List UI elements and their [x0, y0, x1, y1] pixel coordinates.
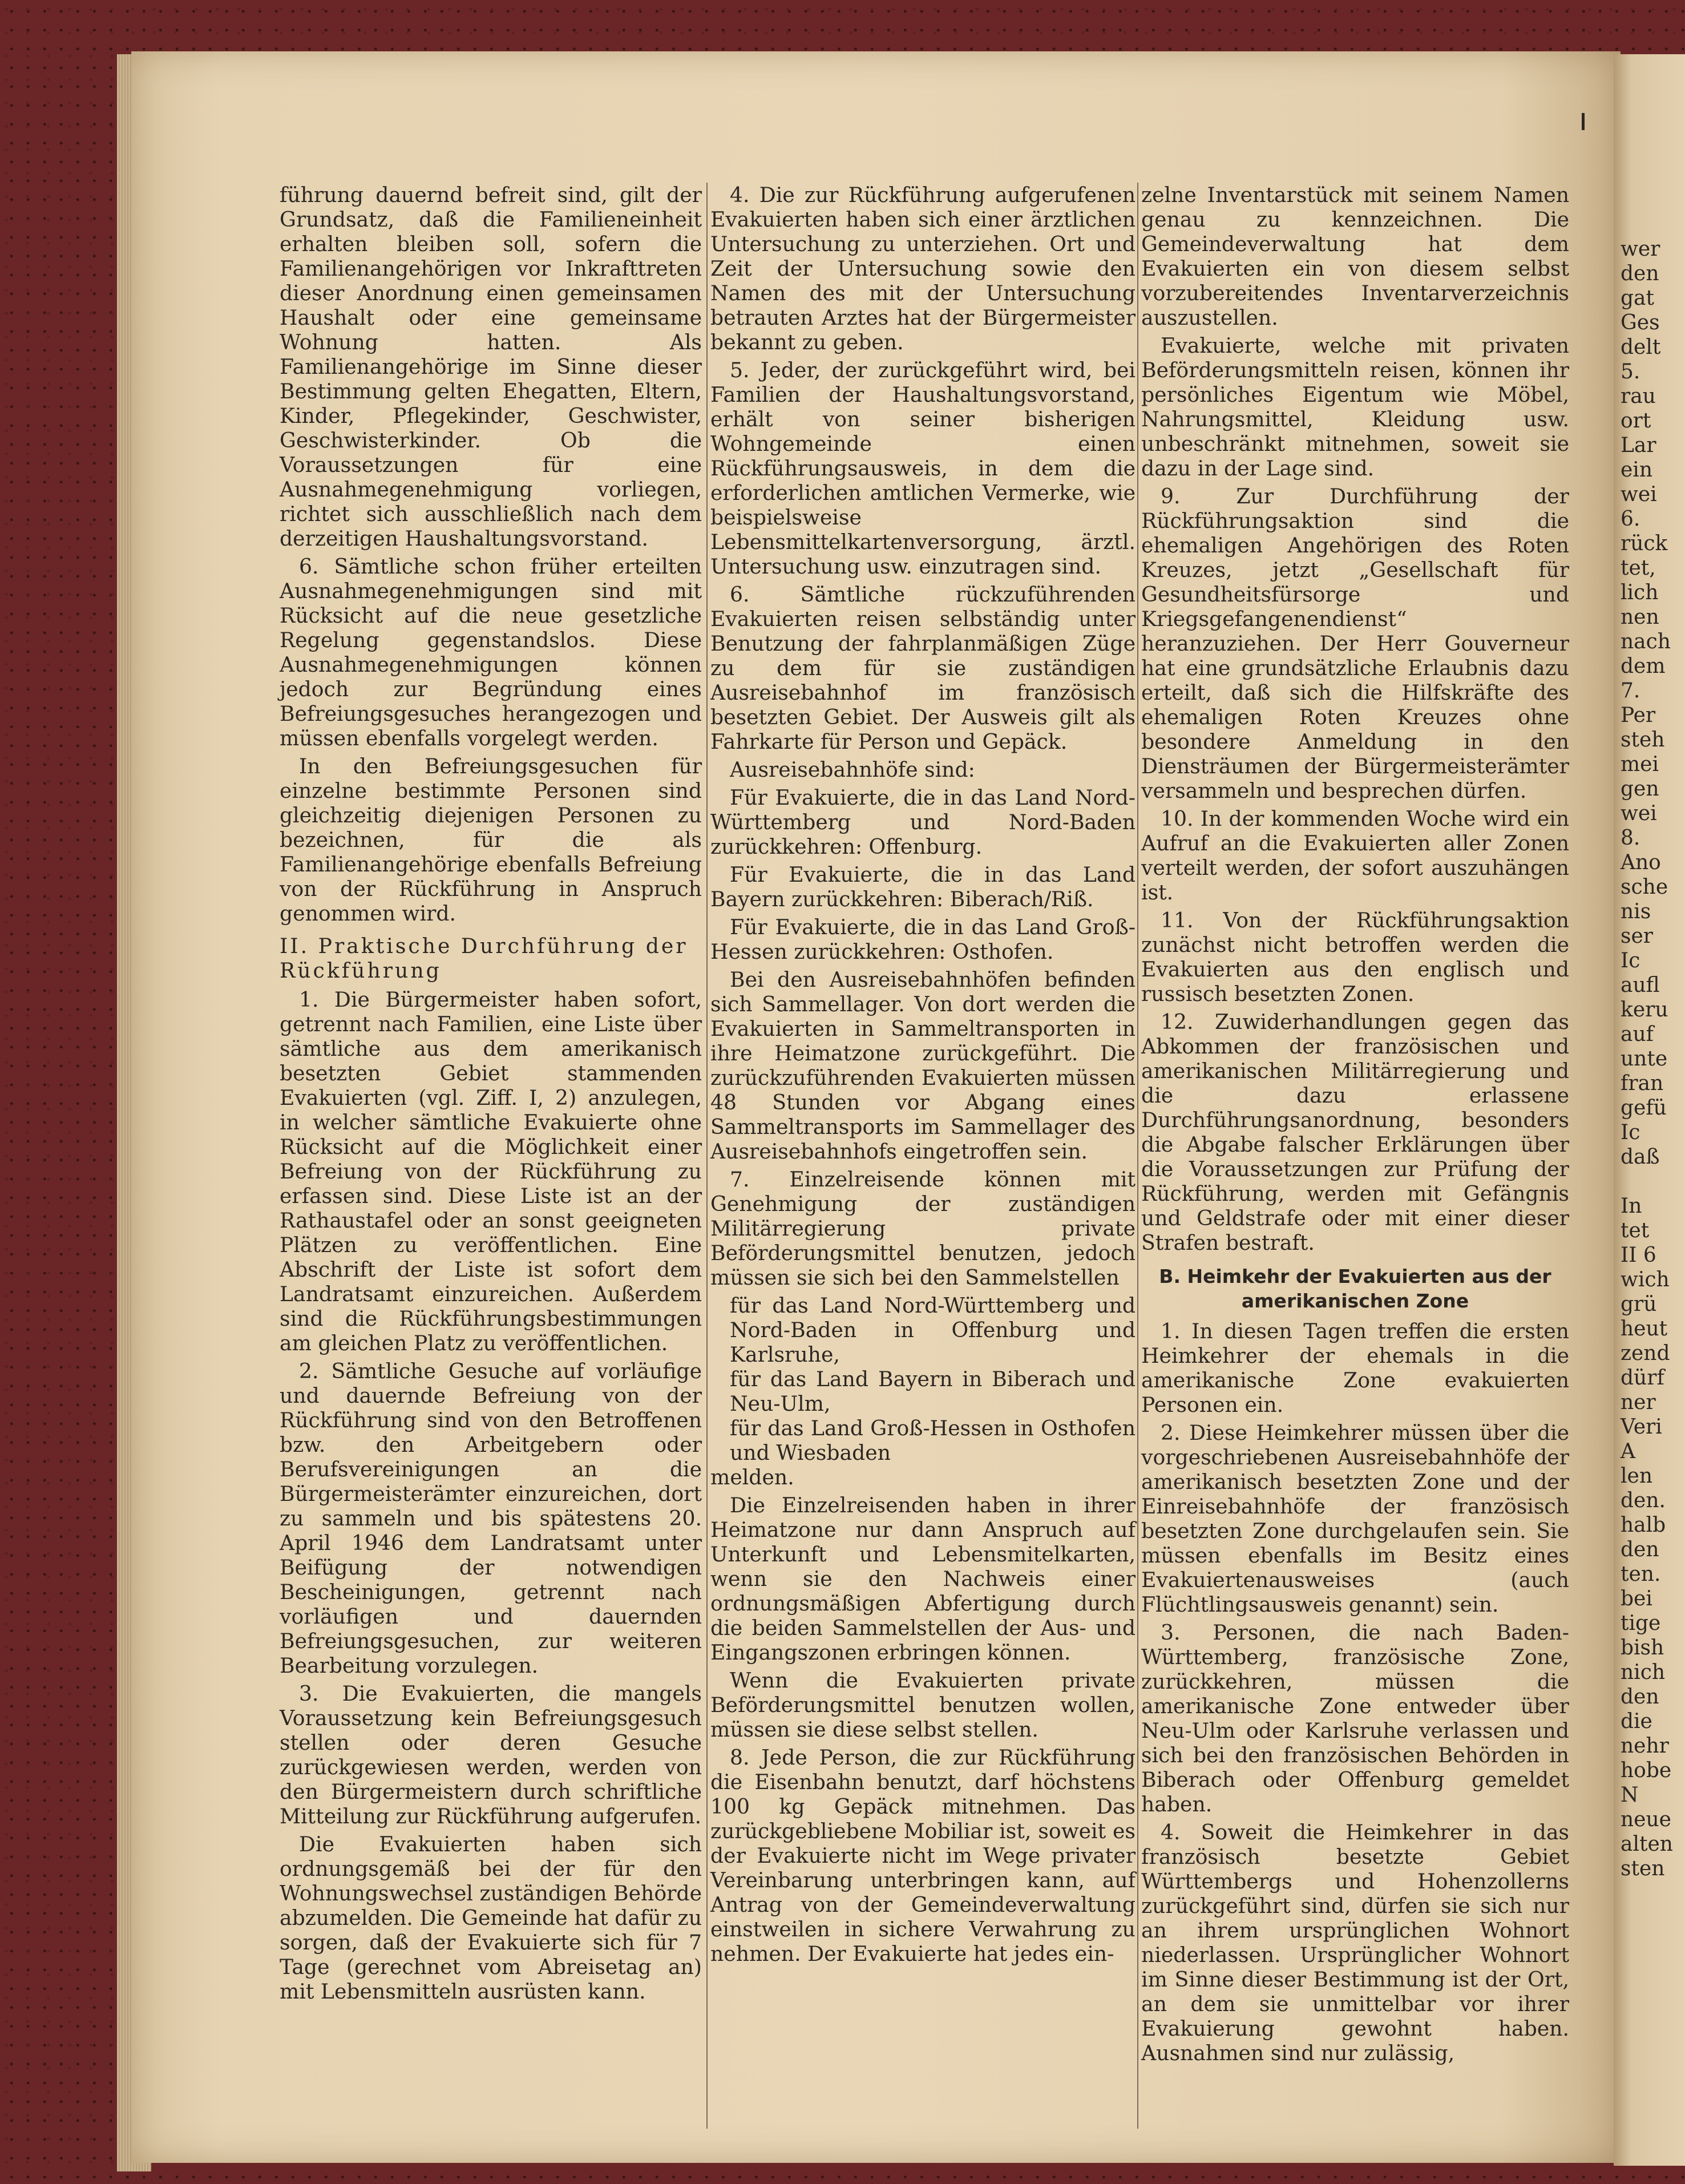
- facing-page-line: N: [1621, 1783, 1639, 1807]
- facing-page-line: Lar: [1621, 434, 1656, 457]
- facing-page-line: bish: [1621, 1636, 1664, 1660]
- facing-page-line: rück: [1621, 532, 1668, 555]
- facing-page-lines: [1621, 237, 1673, 1881]
- section-heading: B. Heimkehr der Evakuierten aus der amerikanischen Zone: [1159, 1265, 1551, 1312]
- facing-page-line: len: [1621, 1464, 1653, 1488]
- facing-page-line: daß: [1621, 1145, 1660, 1169]
- paragraph: Ausreisebahnhöfe sind:: [730, 757, 975, 782]
- facing-page-line: ner: [1621, 1391, 1656, 1414]
- text-column-3: [1141, 183, 1569, 2069]
- facing-page-line: Ano: [1621, 851, 1661, 874]
- list-item: für das Land Groß-Hessen in Osthofen und Wiesbaden: [730, 1416, 1136, 1465]
- paragraph: zelne Inventarstück mit seinem Namen genau zu kennzeichnen. Die Gemeindeverwaltung hat dem Evakuierten ein von diesem selbst vorzubereitendes Inventarverzeichnis auszustellen.: [1141, 183, 1569, 330]
- paragraph: 4. Die zur Rückführung aufgerufenen Evakuierten haben sich einer ärztlichen Untersuchung zu unterziehen. Ort und Zeit der Untersuchung sowie den Namen des mit der Untersuchung betrauten Arztes hat der Bürgermeister bekannt zu geben.: [710, 183, 1136, 354]
- facing-page-line: Ic: [1621, 1121, 1640, 1144]
- facing-page-line: sten: [1621, 1857, 1665, 1880]
- paragraph: Die Einzelreisenden haben in ihrer Heimatzone nur dann Anspruch auf Unterkunft und Lebensmitelkarten, wenn sie den Nachweis einer ordnungsmäßigen Abfertigung durch die beiden Sammelstellen der Aus- und Eingangszonen erbringen können.: [710, 1493, 1136, 1665]
- text-column-2: [710, 183, 1136, 1969]
- facing-page-line: bei: [1621, 1587, 1652, 1610]
- column-rule-2: [1137, 183, 1138, 2129]
- paragraph: 3. Die Evakuierten, die mangels Voraussetzung kein Befreiungsgesuch stellen oder deren Gesuche zurückgewiesen werden, werden von den Bürgermeistern durch schriftliche Mitteilung zur Rückführung aufgerufen.: [280, 1681, 702, 1828]
- facing-page-line: grü: [1621, 1293, 1657, 1316]
- facing-page-line: 7.: [1621, 679, 1640, 703]
- facing-page-line: wei: [1621, 483, 1657, 506]
- facing-page-line: nach: [1621, 630, 1671, 653]
- paragraph: 6. Sämtliche rückzuführenden Evakuierten reisen selbständig unter Benutzung der fahrplanmäßigen Züge zu dem für sie zuständigen Ausreisebahnhof im französisch besetzten Gebiet. Der Ausweis gilt als Fahrkarte für Person und Gepäck.: [710, 582, 1136, 754]
- facing-page-line: wei: [1621, 802, 1657, 825]
- paragraph: Wenn die Evakuierten private Beförderungsmittel benutzen wollen, müssen sie diese selbst stellen.: [710, 1668, 1136, 1742]
- facing-page-line: fran: [1621, 1072, 1664, 1095]
- facing-page-line: nehr: [1621, 1734, 1669, 1758]
- paragraph: Für Evakuierte, die in das Land Groß-Hessen zurückkehren: Osthofen.: [710, 915, 1136, 964]
- section-heading: II. Praktische Durchführung der Rückführung: [280, 934, 688, 983]
- facing-page-line: den: [1621, 1538, 1659, 1561]
- facing-page-line: ort: [1621, 409, 1651, 433]
- facing-page-line: tige: [1621, 1612, 1661, 1635]
- facing-page-line: gen: [1621, 777, 1659, 801]
- facing-page-line: tet,: [1621, 556, 1656, 580]
- facing-page-line: [1621, 1169, 1673, 1194]
- paragraph: Die Evakuierten haben sich ordnungsgemäß bei der für den Wohnungswechsel zuständigen Behörde abzumelden. Die Gemeinde hat dafür zu sorgen, daß der Evakuierte sich für 7 Tage (gerechnet vom Abreisetag an) mit Lebensmitteln ausrüsten kann.: [280, 1832, 702, 2004]
- facing-page-line: den: [1621, 1685, 1659, 1709]
- facing-page-line: auf: [1621, 1023, 1654, 1046]
- facing-page-line: 5.: [1621, 360, 1640, 383]
- facing-page-line: gat: [1621, 286, 1654, 310]
- facing-page-line: ser: [1621, 925, 1653, 948]
- facing-page-fragment: [1614, 54, 1685, 2166]
- facing-page-line: Ges: [1621, 311, 1660, 334]
- paragraph: 12. Zuwiderhandlungen gegen das Abkommen der französischen und amerikanischen Militärregierung und die dazu erlassene Durchführungsanordnung, besonders die Abgabe falscher Erklärungen über die Voraussetzungen zur Prüfung der Rückführung, werden mit Gefängnis und Geldstrafe oder mit einer dieser Strafen bestraft.: [1141, 1010, 1569, 1255]
- facing-page-line: neue: [1621, 1808, 1671, 1831]
- paragraph: 9. Zur Durchführung der Rückführungsaktion sind die ehemaligen Angehörigen des Roten Kreuzes, jetzt „Gesellschaft für Gesundheitsfürsorge und Kriegsgefangenendienst“ heranzuziehen. Der Herr Gouverneur hat eine grundsätzliche Erlaubnis dazu erteilt, daß sich die Hilfskräfte des ehemaligen Roten Kreuzes ohne besondere Anmeldung in den Diensträumen der Bürgermeisterämter versammeln und besprechen dürfen.: [1141, 484, 1569, 803]
- paragraph: 2. Sämtliche Gesuche auf vorläufige und dauernde Befreiung von der Rückführung sind von den Betroffenen bzw. den Arbeitgebern oder Berufsvereinigungen an die Bürgermeisterämter einzureichen, dort zu sammeln und bis spätestens 20. April 1946 dem Landratsamt unter Beifügung der notwendigen Bescheinigungen, getrennt nach vorläufigen und dauernden Befreiungsgesuchen, zur weiteren Bearbeitung vorzulegen.: [280, 1359, 702, 1678]
- facing-page-line: ein: [1621, 458, 1653, 482]
- paragraph: 10. In der kommenden Woche wird ein Aufruf an die Evakuierten aller Zonen verteilt werden, der sofort auszuhängen ist.: [1141, 806, 1569, 905]
- paragraph: Evakuierte, welche mit privaten Beförderungsmitteln reisen, können ihr persönliches Eigentum wie Möbel, Nahrungsmittel, Kleidung usw. unbeschränkt mitnehmen, soweit sie dazu in der Lage sind.: [1141, 333, 1569, 481]
- paragraph: Für Evakuierte, die in das Land Bayern zurückkehren: Biberach/Riß.: [710, 862, 1136, 911]
- facing-page-line: dem: [1621, 655, 1666, 678]
- paragraph: Für Evakuierte, die in das Land Nord-Württemberg und Nord-Baden zurückkehren: Offenburg.: [710, 785, 1136, 859]
- paragraph: 8. Jede Person, die zur Rückführung die Eisenbahn benutzt, darf höchstens 100 kg Gepäck mitnehmen. Das zurückgebliebene Mobiliar ist, soweit es der Evakuierte nicht im Wege privater Vereinbarung unterbringen kann, auf Antrag von der Gemeindeverwaltung einstweilen in sichere Verwahrung zu nehmen. Der Evakuierte hat jedes ein-: [710, 1745, 1136, 1966]
- paragraph: führung dauernd befreit sind, gilt der Grundsatz, daß die Familieneinheit erhalten bleiben soll, sofern die Familienangehörigen vor Inkrafttreten dieser Anordnung einen gemeinsamen Haushalt oder eine gemeinsame Wohnung hatten. Als Familienangehörige im Sinne dieser Bestimmung gelten Ehegatten, Eltern, Kinder, Pflegekinder, Geschwister, Geschwisterkinder. Ob die Voraussetzungen für eine Ausnahmegenehmigung vorliegen, richtet sich ausschließlich nach dem derzeitigen Haushaltungsvorstand.: [280, 183, 702, 551]
- column-rule-1: [706, 183, 708, 2129]
- facing-page-line: den: [1621, 262, 1659, 285]
- facing-page-line: die: [1621, 1710, 1652, 1733]
- paragraph: melden.: [710, 1465, 794, 1489]
- facing-page-line: hobe: [1621, 1759, 1672, 1782]
- page-mark: [1582, 113, 1585, 130]
- facing-page-line: den.: [1621, 1489, 1666, 1512]
- facing-page-line: tet: [1621, 1219, 1650, 1242]
- facing-page-line: A: [1621, 1440, 1635, 1463]
- paragraph: 3. Personen, die nach Baden-Württemberg, französische Zone, zurückkehren, müssen die amerikanische Zone entweder über Neu-Ulm oder Karlsruhe verlassen und sich bei den französischen Behörden in Biberach oder Offenburg gemeldet haben.: [1141, 1620, 1569, 1816]
- facing-page-line: Per: [1621, 704, 1656, 727]
- facing-page-line: keru: [1621, 998, 1668, 1022]
- facing-page-line: gefü: [1621, 1096, 1667, 1120]
- facing-page-line: steh: [1621, 728, 1665, 752]
- paragraph: 2. Diese Heimkehrer müssen über die vorgeschriebenen Ausreisebahnhöfe der amerikanisch besetzten Zone und der Einreisebahnhöfe der französisch besetzten Zone durchgelaufen sein. Sie müssen ebenfalls im Besitz eines Evakuiertenausweises (auch Flüchtlingsausweis genannt) sein.: [1141, 1420, 1569, 1617]
- facing-page-line: dürf: [1621, 1366, 1664, 1390]
- paragraph: 4. Soweit die Heimkehrer in das französisch besetzte Gebiet Württembergs und Hohenzollerns zurückgeführt sind, dürfen sie sich nur an ihrem ursprünglichen Wohnort niederlassen. Ursprünglicher Wohnort im Sinne dieser Bestimmung ist der Ort, an dem sie unmittelbar vor ihrer Evakuierung gewohnt haben. Ausnahmen sind nur zulässig,: [1141, 1820, 1569, 2065]
- facing-page-line: sche: [1621, 875, 1668, 899]
- facing-page-line: alten: [1621, 1832, 1673, 1856]
- facing-page-line: mei: [1621, 753, 1659, 776]
- facing-page-line: II 6: [1621, 1244, 1656, 1267]
- paragraph: 1. In diesen Tagen treffen die ersten Heimkehrer der ehemals in die amerikanische Zone evakuierten Personen ein.: [1141, 1319, 1569, 1417]
- facing-page-line: lich: [1621, 581, 1659, 604]
- facing-page-line: wer: [1621, 237, 1660, 261]
- facing-page-line: Veri: [1621, 1415, 1662, 1439]
- paragraph: 1. Die Bürgermeister haben sofort, getrennt nach Familien, eine Liste über sämtliche aus dem amerikanisch besetzten Gebiet stammenden Evakuierten (vgl. Ziff. I, 2) anzulegen, in welcher sämtliche Evakuierte ohne Rücksicht auf die Möglichkeit einer Befreiung von der Rückführung zu erfassen sind. Diese Liste ist an der Rathaustafel oder an sonst geeigneten Plätzen zu veröffentlichen. Eine Abschrift der Liste ist sofort dem Landratsamt einzureichen. Außerdem sind die Rückführungsbestimmungen am gleichen Platz zu veröffentlichen.: [280, 987, 702, 1355]
- facing-page-line: heut: [1621, 1317, 1668, 1341]
- facing-page-line: 8.: [1621, 826, 1640, 850]
- facing-page-line: Ic: [1621, 949, 1640, 972]
- facing-page-line: ten.: [1621, 1563, 1661, 1586]
- facing-page-line: zend: [1621, 1342, 1670, 1365]
- facing-page-line: wich: [1621, 1268, 1670, 1291]
- paragraph: 6. Sämtliche schon früher erteilten Ausnahmegenehmigungen sind mit Rücksicht auf die neue gesetzliche Regelung gegenstandslos. Diese Ausnahmegenehmigungen können jedoch zur Begründung eines Befreiungsgesuches herangezogen und müssen ebenfalls vorgelegt werden.: [280, 554, 702, 750]
- list-item: für das Land Bayern in Biberach und Neu-Ulm,: [730, 1367, 1136, 1416]
- paragraph: In den Befreiungsgesuchen für einzelne bestimmte Personen sind gleichzeitig diejenigen Personen zu bezeichnen, für die als Familienangehörige ebenfalls Befreiung von der Rückführung in Anspruch genommen wird.: [280, 754, 702, 926]
- facing-page-line: In: [1621, 1194, 1642, 1218]
- facing-page-line: unte: [1621, 1047, 1668, 1071]
- facing-page-line: nich: [1621, 1661, 1666, 1684]
- list-item: für das Land Nord-Württemberg und Nord-Baden in Offenburg und Karlsruhe,: [730, 1293, 1136, 1367]
- text-column-1: [280, 183, 702, 2007]
- paragraph: 11. Von der Rückführungsaktion zunächst nicht betroffen werden die Evakuierten aus den englisch und russisch besetzten Zonen.: [1141, 908, 1569, 1006]
- facing-page-line: 6.: [1621, 507, 1640, 531]
- facing-page-line: halb: [1621, 1513, 1666, 1537]
- facing-page-line: nen: [1621, 605, 1659, 629]
- facing-page-line: aufl: [1621, 974, 1660, 997]
- paragraph: Bei den Ausreisebahnhöfen befinden sich Sammellager. Von dort werden die Evakuierten in Sammeltransporten in ihre Heimatzone zurückgeführt. Die zurückzuführenden Evakuierten müssen 48 Stunden vor Abgang eines Sammeltransports im Sammellager des Ausreisebahnhofs eingetroffen sein.: [710, 967, 1136, 1164]
- paragraph: 5. Jeder, der zurückgeführt wird, bei Familien der Haushaltungsvorstand, erhält von seiner bisherigen Wohngemeinde einen Rückführungsausweis, in dem die erforderlichen amtlichen Vermerke, wie beispielsweise Lebensmittelkartenversorgung, ärztl. Untersuchung usw. einzutragen sind.: [710, 358, 1136, 579]
- facing-page-line: delt: [1621, 336, 1661, 359]
- facing-page-line: nis: [1621, 900, 1651, 923]
- facing-page-line: rau: [1621, 385, 1656, 408]
- paragraph: 7. Einzelreisende können mit Genehmigung der zuständigen Militärregierung private Beförderungsmittel benutzen, jedoch müssen sie sich bei den Sammelstellen: [710, 1167, 1136, 1290]
